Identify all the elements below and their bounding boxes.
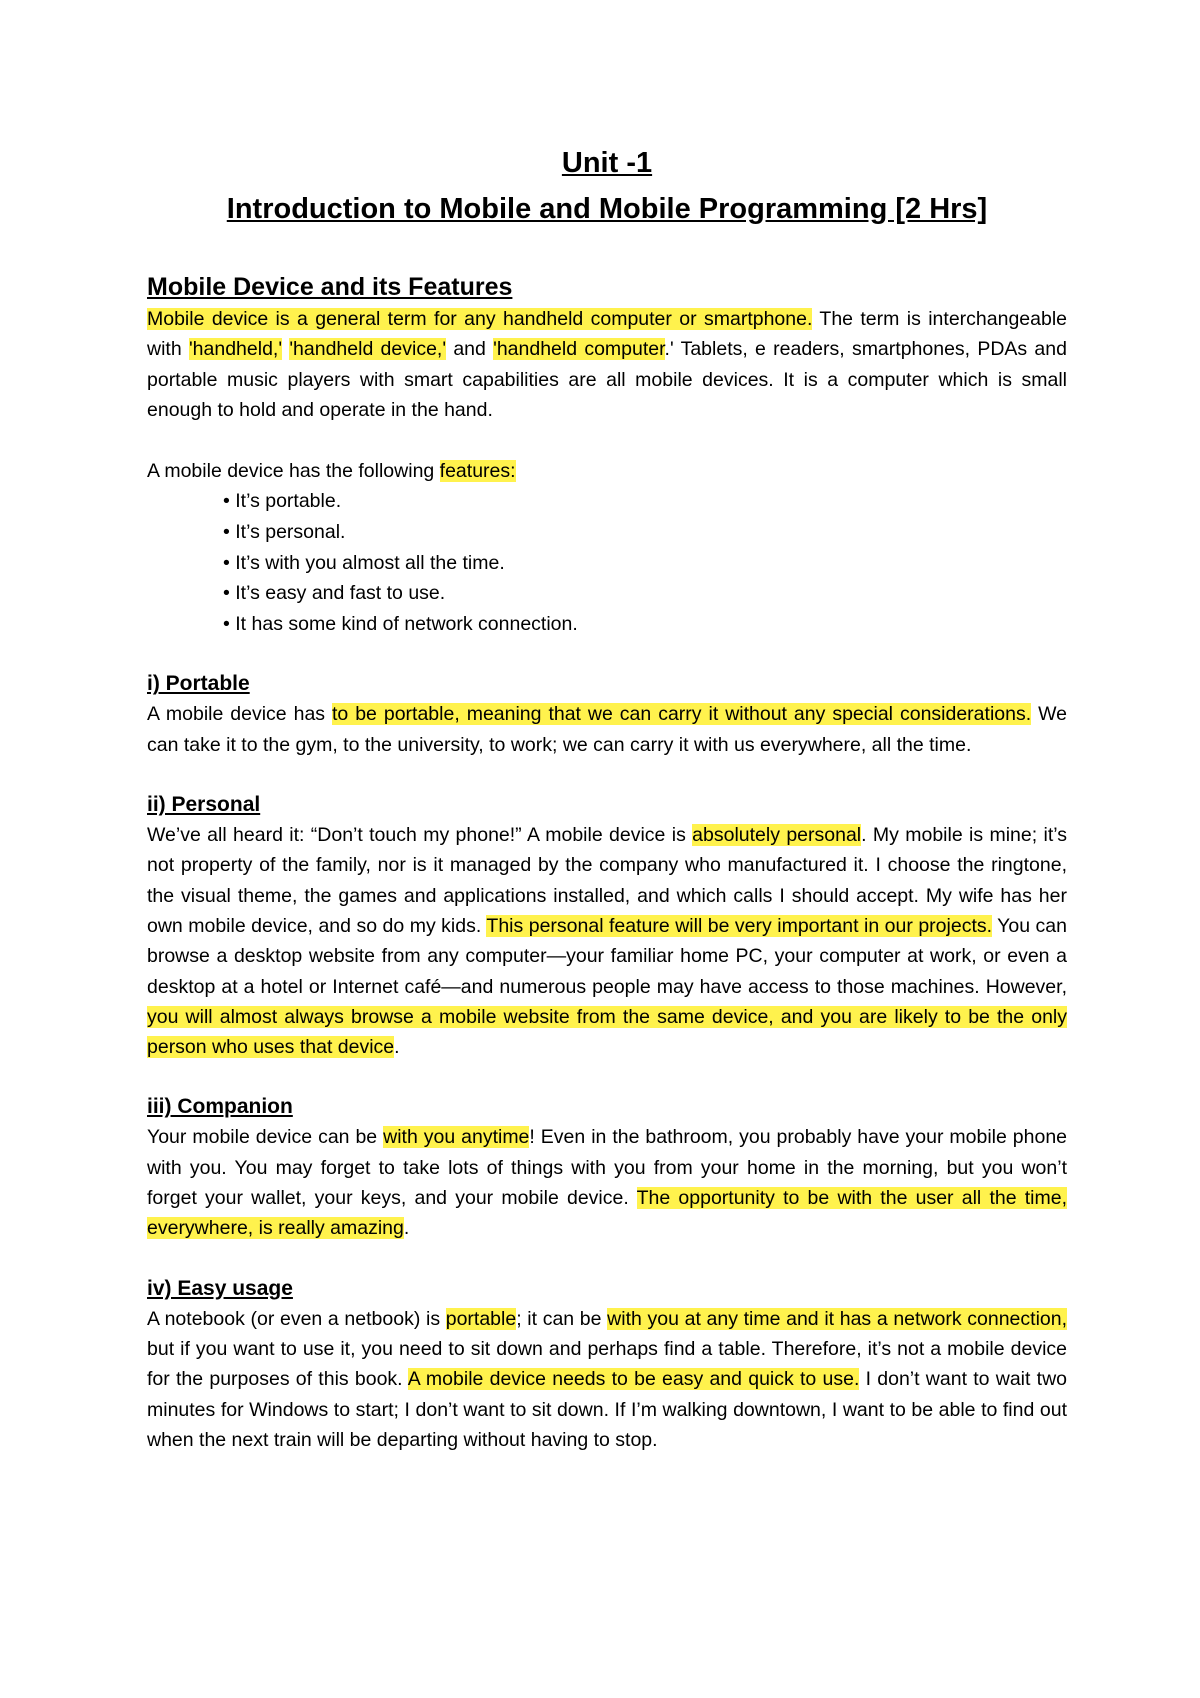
text-run: Your mobile device can be xyxy=(147,1126,384,1149)
text-run: A notebook (or even a netbook) is xyxy=(147,1307,446,1330)
features-intro-paragraph xyxy=(147,456,1067,486)
highlighted-text: you will almost always browse a mobile website from the same device, and you are likely to be the only person who uses that device xyxy=(147,1005,1067,1059)
highlighted-text: This personal feature will be very important in our projects. xyxy=(486,914,993,937)
text-run: . My mobile is mine; it’s not property of the family, nor is it managed by the company who manufactured it. I choose the ringtone, the visual theme, the games and applications installed, and which calls I should accept. My wife has her own mobile device, and so do my kids. xyxy=(147,824,1067,937)
highlighted-text: portable xyxy=(445,1307,517,1330)
list-item: • It’s with you almost all the time. xyxy=(223,548,1067,579)
text-run: A mobile device has xyxy=(147,703,332,726)
text-run: ! Even in the bathroom, you probably have your mobile phone with you. You may forget to take lots of things with you from your home in the morning, but you won’t forget your wallet, your keys, and your mobile device. xyxy=(147,1126,1068,1210)
list-item: • It’s personal. xyxy=(223,517,1067,548)
section-heading-personal: ii) Personal xyxy=(147,793,261,817)
text-run: We can take it to the gym, to the university, to work; we can carry it with us everywhere, all the time. xyxy=(147,703,1067,756)
highlighted-text: 'handheld device,' xyxy=(289,338,447,361)
highlighted-text: with you anytime xyxy=(383,1126,530,1149)
text-run: The term is interchangeable with xyxy=(147,308,1068,361)
highlighted-text: 'handheld,' xyxy=(188,338,283,361)
text-run: We’ve all heard it: “Don’t touch my phone!” A mobile device is xyxy=(147,824,693,847)
page-title: Introduction to Mobile and Mobile Programming [2 Hrs] xyxy=(226,193,988,225)
text-run: ; it can be xyxy=(516,1307,608,1330)
features-list xyxy=(147,486,1067,639)
highlighted-text: The opportunity to be with the user all the time, everywhere, is really amazing xyxy=(147,1187,1068,1240)
highlighted-text: absolutely personal xyxy=(692,824,862,847)
easy-usage-paragraph xyxy=(147,1304,1067,1455)
section-heading-companion: iii) Companion xyxy=(147,1095,293,1119)
unit-title: Unit -1 xyxy=(561,147,653,179)
companion-paragraph xyxy=(147,1122,1067,1243)
list-item: • It has some kind of network connection. xyxy=(223,609,1067,640)
text-run: .' Tablets, e readers, smartphones, PDAs and portable music players with smart capabilities are all mobile devices. It is a computer which is small enough to hold and operate in the hand. xyxy=(147,338,1067,421)
personal-paragraph xyxy=(147,820,1067,1062)
text-run: but if you want to use it, you need to sit down and perhaps find a table. Therefore, it’s not a mobile device for the purposes of this book. xyxy=(147,1337,1067,1391)
text-run: . xyxy=(403,1217,410,1240)
highlighted-text: features: xyxy=(439,460,516,483)
portable-paragraph xyxy=(147,699,1067,760)
text-run: A mobile device has the following xyxy=(147,460,440,483)
highlighted-text: with you at any time and it has a network connection, xyxy=(607,1307,1068,1330)
section-heading-mobile-device: Mobile Device and its Features xyxy=(147,273,513,301)
section-heading-portable: i) Portable xyxy=(147,672,250,696)
text-run: I don’t want to wait two minutes for Windows to start; I don’t want to sit down. If I’m walking downtown, I want to be able to find out when the next train will be departing without having to stop. xyxy=(147,1368,1067,1451)
highlighted-text: 'handheld computer xyxy=(493,338,665,361)
highlighted-text: A mobile device needs to be easy and quick to use. xyxy=(407,1368,860,1391)
section-heading-easy-usage: iv) Easy usage xyxy=(147,1276,293,1300)
highlighted-text: Mobile device is a general term for any handheld computer or smartphone. xyxy=(147,308,813,330)
list-item: • It’s easy and fast to use. xyxy=(223,578,1067,609)
document-body xyxy=(147,140,1067,1455)
list-item: • It’s portable. xyxy=(223,486,1067,517)
highlighted-text: to be portable, meaning that we can carry it without any special considerations. xyxy=(332,703,1032,726)
text-run: and xyxy=(446,338,494,361)
device-definition-paragraph xyxy=(147,304,1067,425)
text-run: You can browse a desktop website from any computer—your familiar home PC, your computer at work, or even a desktop at a hotel or Internet café—and numerous people may have access to those machines. However, xyxy=(147,914,1067,998)
text-run: . xyxy=(394,1036,400,1059)
